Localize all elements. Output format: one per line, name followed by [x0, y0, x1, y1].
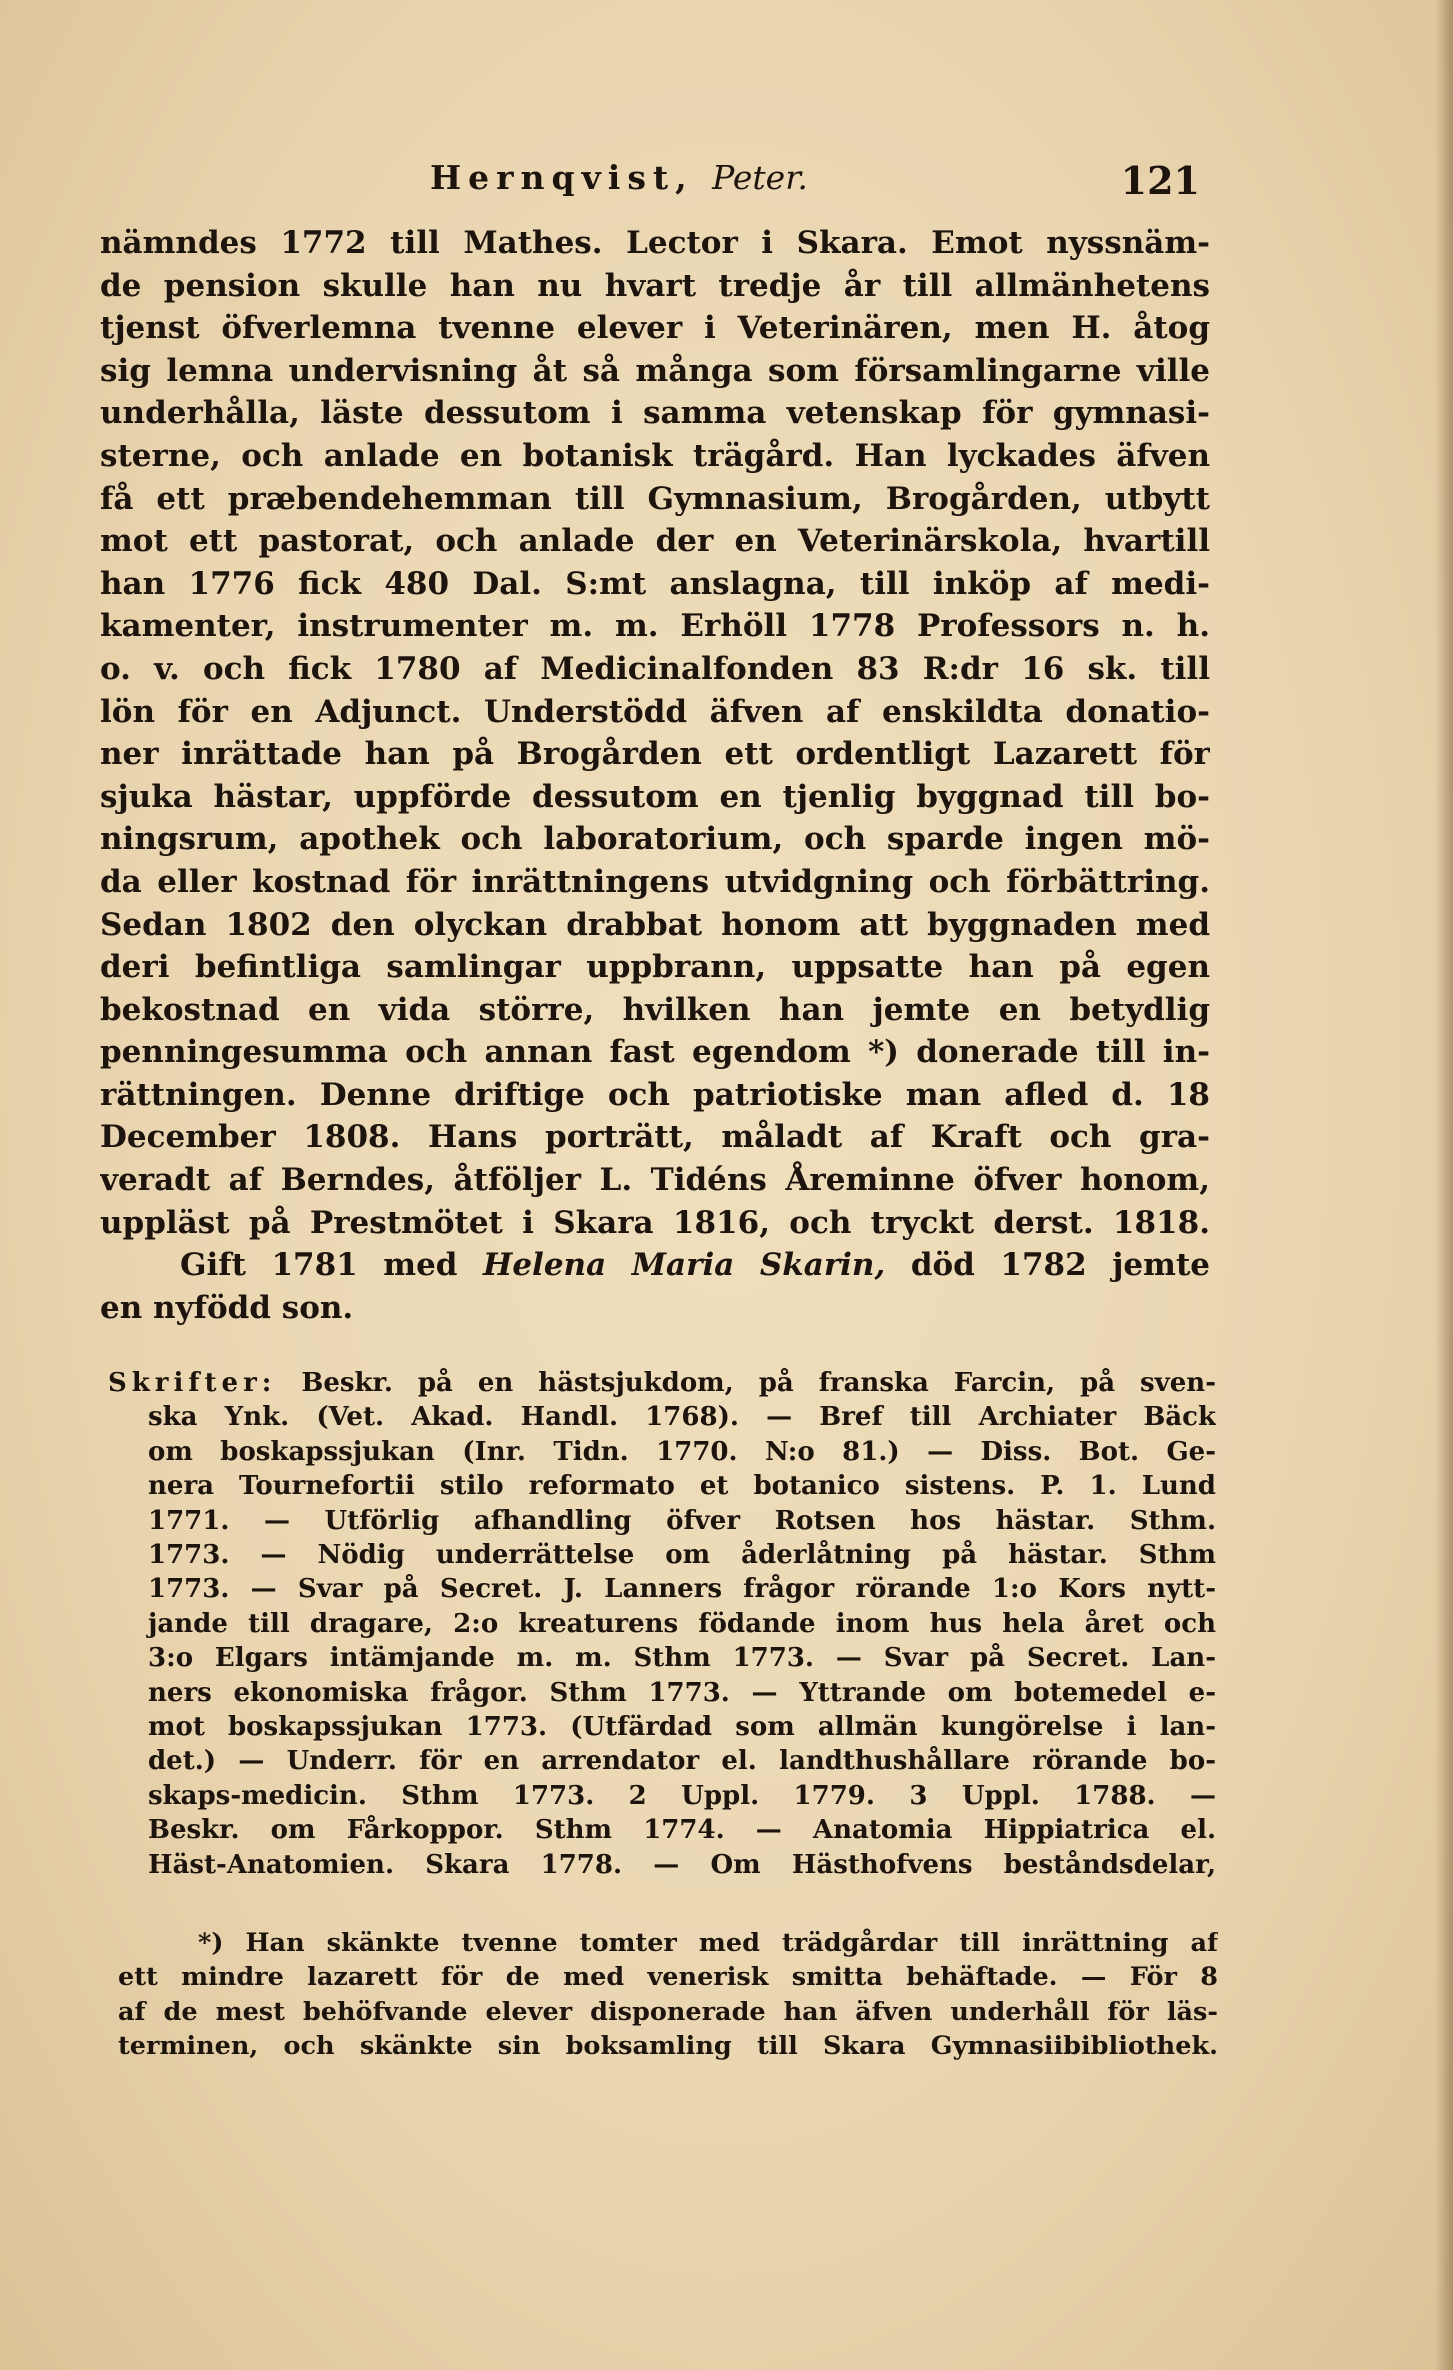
writings-line: mot boskapssjukan 1773. (Utfärdad som allmän kungörelse i lan-: [148, 1712, 1216, 1743]
body-line: December 1808. Hans porträtt, måladt af Kraft och gra-: [100, 1119, 1210, 1156]
writings-label: Skrifter:: [108, 1368, 277, 1398]
page-edge-shadow: [1435, 0, 1453, 2370]
body-line: Sedan 1802 den olyckan drabbat honom att byggnaden med: [100, 906, 1210, 943]
body-line: mot ett pastorat, och anlade der en Veterinärskola, hvartill: [100, 523, 1210, 560]
footnote-line: *) Han skänkte tvenne tomter med trädgårdar till inrättning af: [198, 1928, 1218, 1958]
writings-line: skaps-medicin. Sthm 1773. 2 Uppl. 1779. 3 Uppl. 1788. —: [148, 1780, 1216, 1811]
body-line: sig lemna undervisning åt så många som församlingarne ville: [100, 352, 1210, 389]
writings-first-line: [108, 1366, 1216, 1400]
writings-line: ska Ynk. (Vet. Akad. Handl. 1768). — Bref till Archiater Bäck: [148, 1402, 1216, 1433]
footnote-line: af de mest behöfvande elever disponerade han äfven underhåll för läs-: [118, 1996, 1218, 2027]
writings-line: Häst-Anatomien. Skara 1778. — Om Hästhofvens beståndsdelar,: [148, 1849, 1216, 1880]
body-line: sjuka hästar, uppförde dessutom en tjenlig byggnad till bo-: [100, 778, 1210, 815]
writings-line: 1773. — Nödig underrättelse om åderlåtning på hästar. Sthm: [148, 1540, 1216, 1571]
body-line: deri befintliga samlingar uppbrann, uppsatte han på egen: [100, 949, 1210, 986]
footnote: [118, 1926, 1218, 2064]
writings-first-line-text: Beskr. på en hästsjukdom, på franska Farcin, på sven-: [276, 1368, 1216, 1398]
body-line: en nyfödd son.: [100, 1289, 354, 1326]
body-line: ningsrum, apothek och laboratorium, och sparde ingen mö-: [100, 821, 1210, 858]
body-line: sterne, och anlade en botanisk trägård. Han lyckades äfven: [100, 437, 1210, 474]
writings-line: nera Tournefortii stilo reformato et botanico sistens. P. 1. Lund: [148, 1471, 1216, 1502]
body-line: rättningen. Denne driftige och patriotiske man afled d. 18: [100, 1076, 1210, 1113]
body-line: uppläst på Prestmötet i Skara 1816, och tryckt derst. 1818.: [100, 1204, 1210, 1241]
marriage-line: [100, 1244, 1210, 1287]
running-head-surname: Hernqvist,: [430, 158, 694, 197]
body-line: nämndes 1772 till Mathes. Lector i Skara. Emot nyssnäm-: [100, 225, 1210, 261]
marriage-text-start: Gift 1781 med: [180, 1247, 484, 1284]
writings-line: 1771. — Utförlig afhandling öfver Rotsen hos hästar. Sthm.: [148, 1505, 1216, 1536]
writings-line: 1773. — Svar på Secret. J. Lanners frågor rörande 1:o Kors nytt-: [148, 1574, 1216, 1605]
body-line: kamenter, instrumenter m. m. Erhöll 1778 Professors n. h.: [100, 608, 1210, 645]
writings-line: om boskapssjukan (Inr. Tidn. 1770. N:o 81.) — Diss. Bot. Ge-: [148, 1436, 1216, 1467]
writings-line: jande till dragare, 2:o kreaturens födande inom hus hela året och: [148, 1608, 1216, 1639]
body-line: veradt af Berndes, åtföljer L. Tidéns Åreminne öfver honom,: [100, 1162, 1210, 1199]
writings-line: det.) — Underr. för en arrendator el. landthushållare rörande bo-: [148, 1746, 1216, 1777]
marriage-text-end: död 1782 jemte: [885, 1247, 1210, 1284]
body-line: han 1776 fick 480 Dal. S:mt anslagna, till inköp af medi-: [100, 565, 1210, 602]
body-line: penningesumma och annan fast egendom *) donerade till in-: [100, 1034, 1210, 1071]
body-line: bekostnad en vida större, hvilken han jemte en betydlig: [100, 991, 1210, 1028]
body-line: de pension skulle han nu hvart tredje år till allmänhetens: [100, 267, 1210, 304]
body-line: da eller kostnad för inrättningens utvidgning och förbättring.: [100, 863, 1210, 900]
running-head: [430, 158, 808, 197]
footnote-line: terminen, och skänkte sin boksamling till Skara Gymnasiibibliothek.: [118, 2031, 1218, 2062]
writings-line: Beskr. om Fårkoppor. Sthm 1774. — Anatomia Hippiatrica el.: [148, 1815, 1216, 1846]
body-line: underhålla, läste dessutom i samma vetenskap för gymnasi-: [100, 395, 1210, 432]
body-line: lön för en Adjunct. Understödd äfven af enskildta donatio-: [100, 693, 1210, 730]
body-line: tjenst öfverlemna tvenne elever i Veterinären, men H. åtog: [100, 310, 1210, 347]
spouse-name: Helena Maria Skarin,: [483, 1247, 886, 1284]
biography-text: [100, 222, 1210, 1329]
page-header: [430, 158, 1200, 208]
running-head-given-name: Peter.: [712, 158, 808, 197]
writings-line: ners ekonomiska frågor. Sthm 1773. — Yttrande om botemedel e-: [148, 1677, 1216, 1708]
writings-list: [108, 1366, 1216, 1882]
writings-line: 3:o Elgars intämjande m. m. Sthm 1773. — Svar på Secret. Lan-: [148, 1643, 1216, 1674]
footnote-line: ett mindre lazarett för de med venerisk smitta behäftade. — För 8: [118, 1962, 1218, 1993]
page-number: 121: [1120, 158, 1200, 203]
body-line: o. v. och fick 1780 af Medicinalfonden 83 R:dr 16 sk. till: [100, 650, 1210, 687]
body-line: ner inrättade han på Brogården ett ordentligt Lazarett för: [100, 736, 1210, 773]
body-line: få ett præbendehemman till Gymnasium, Brogården, utbytt: [100, 480, 1210, 517]
